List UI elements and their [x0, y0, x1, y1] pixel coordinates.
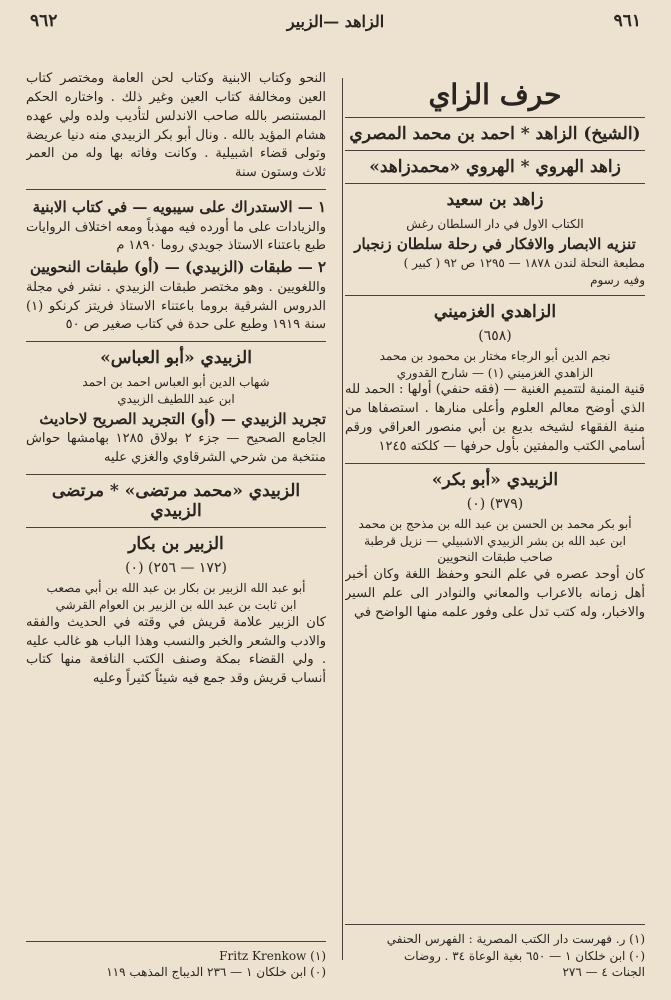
footnote-rule — [26, 941, 326, 942]
entry-name: صاحب طبقات النحويين — [437, 550, 553, 565]
running-head — [30, 8, 641, 34]
book-title: تنزيه الابصار والافكار في رحلة سلطان زنجبار — [354, 234, 636, 253]
entry-heading: الزبير بن بكار — [128, 534, 224, 555]
section-title: حرف الزاي — [428, 78, 562, 111]
footnotes-left — [26, 937, 326, 980]
left-column — [26, 70, 326, 955]
footnote — [26, 948, 326, 964]
divider — [345, 117, 645, 118]
entry-heading: الزبيدي «محمد مرتضى» * مرتضى الزبيدي — [51, 481, 301, 522]
footnote-label: (١) — [310, 948, 326, 963]
divider — [26, 189, 326, 190]
divider — [26, 341, 326, 342]
book-title: ١ — الاستدراك على سيبويه — في كتاب الابنية — [32, 198, 326, 217]
entry-text: واللغويين . وهو مختصر طبقات الزبيدي . نشر في مجلة الدروس الشرقية بروما باعتناء الاستاذ فريتز كرنكو (١) سنة ١٩١٩ وطبع على حدة في كتاب صغير ص ٥٠ — [26, 279, 326, 333]
footnote: (٠) ابن خلكان ١ — ٦٥٠ بغية الوعاة ٣٤ . روضات — [404, 948, 645, 963]
left-page-number: ٩٦٢ — [30, 11, 58, 31]
entry-name: ابن عبد الله بن بشر الزبيدي الاشبيلي — نزيل قرطبة — [364, 533, 626, 548]
entry-heading: الزاهدي الغزميني — [433, 301, 557, 322]
column-divider — [342, 78, 343, 960]
entry-text: كان الزبير علامة قريش في وقته في الحديث والفقه والادب والشعر والخبر والنسب وهذا الباب هو غالب عليه . ولي القضاء بمكة وصنف الكتب النافعة منها كتاب أنساب قريش وقد جمع فيه شيئاً كثيراً وعليه — [26, 614, 326, 687]
entry-name: ابن عبد اللطيف الزبيدي — [117, 392, 235, 407]
book-title: تجريد الزبيدي — (أو) التجريد الصريح لاحاديث — [39, 409, 326, 428]
entry-number: (٣٧٩) (٠) — [466, 495, 524, 512]
running-title: الزاهد —الزبير — [286, 11, 385, 31]
book-title: ٢ — طبقات (الزبيدي) — (أو) طبقات النحويين — [29, 258, 326, 277]
entry-name: ابن ثابت بن عبد الله بن الزبير بن العوام القرشي — [55, 597, 297, 612]
right-column — [345, 70, 645, 955]
entry-name: نجم الدين أبو الرجاء مختار بن محمود بن محمد — [379, 348, 611, 363]
entry-heading: زاهد الهروي * الهروي «محمدزاهد» — [369, 157, 621, 177]
divider — [345, 183, 645, 184]
entry-text: والزيادات على ما أورده فيه مهذباً ومعه اختلاف الروايات طبع باعتناء الاستاذ جويدي روما ١٨٩٠ م — [26, 219, 326, 254]
divider — [345, 150, 645, 151]
divider — [345, 295, 645, 296]
divider — [26, 474, 326, 475]
entry-text: الجامع الصحيح — جزء ٢ بولاق ١٢٨٥ بهامشها حواش منتخبة من شرحي الشرقاوي والغزي عليه — [26, 431, 326, 466]
footnote: (١) ر. فهرست دار الكتب المصرية : الفهرس الحنفي — [386, 932, 645, 947]
footnote: (٠) ابن خلكان ١ — ٢٣٦ الديباج المذهب ١١٩ — [106, 964, 326, 979]
divider — [345, 463, 645, 464]
entry-text: كان أوحد عصره في علم النحو وحفظ اللغة وكان أخبر أهل زمانه بالاعراب والمعاني والنوادر الى علم السير والاخبار، وله كتب تدل على وفور علمه منها الواضح في — [345, 567, 645, 620]
footnote-rule — [345, 924, 645, 925]
footnote-text: Fritz Krenkow — [219, 948, 307, 963]
entry-name: أبو عبد الله الزبير بن بكار بن عبد الله بن أبي مصعب — [46, 581, 306, 596]
entry-heading: الزبيدي «أبو العباس» — [100, 348, 252, 369]
entry-number: (١٧٢ — ٢٥٦) (٠) — [125, 560, 227, 577]
entry-text: مطبعة النحلة لندن ١٨٧٨ — ١٢٩٥ ص ٩٢ ( كبير ) — [403, 256, 645, 271]
entry-text: قنية المنية لتتميم الغنية — (فقه حنفي) أولها : الحمد لله الذي أوضح معالم العلوم وأعلى منارها . استصفاها من منية الفقهاء لشيخه بديع بن أبي منصور العراقي ورقم أسامي الكتب والمفتين بأول حرفها — كلكته ١٢٤٥ — [345, 382, 645, 455]
right-page-number: ٩٦١ — [613, 11, 641, 31]
entry-name: شهاب الدين أبو العباس احمد بن احمد — [82, 375, 270, 390]
entry-heading: زاهد بن سعيد — [446, 190, 544, 210]
entry-name: أبو بكر محمد بن الحسن بن عبد الله بن مذحج بن محمد — [358, 516, 632, 531]
divider — [26, 527, 326, 528]
entry-number: (٦٥٨) — [478, 327, 512, 344]
entry-text: وفيه رسوم — [590, 273, 645, 288]
footnotes-right — [345, 920, 645, 980]
continued-text: النحو وكتاب الابنية وكتاب لحن العامة ومختصر كتاب العين ومخالفة كتاب العين وغير ذلك . واختاره الحكم المستنصر بالله صاحب الاندلس لتأديب ولده ولي عهده هشام المؤيد بالله . ونال أبو بكر الزبيدي منه دنيا عريضة وتولى قضاء اشبيلية . وكانت وفاته بها وله من العمر ثلاث وستون سنة — [26, 71, 326, 181]
footnote: الجنات ٤ — ٢٧٦ — [562, 964, 645, 979]
entry-name: الزاهدي الغزميني (١) — شارح القدوري — [396, 365, 594, 380]
entry-heading: الزبيدي «أبو بكر» — [431, 469, 559, 490]
entry-heading: (الشيخ) الزاهد * احمد بن محمد المصري — [349, 124, 641, 144]
entry-text: الكتاب الاول في دار السلطان رغش — [406, 217, 584, 231]
